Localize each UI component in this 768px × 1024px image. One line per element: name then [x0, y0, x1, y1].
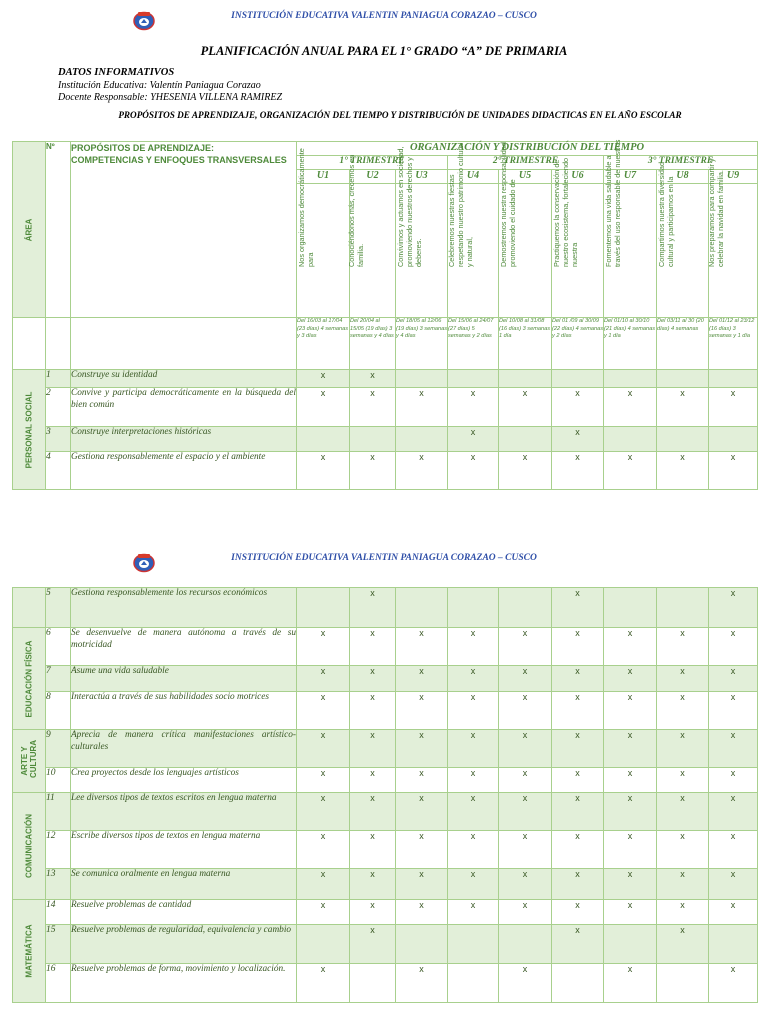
unit-mark-u4: x [448, 692, 499, 730]
table-row [13, 869, 758, 900]
unit-mark-u2: x [350, 768, 396, 793]
unit-dates-6: Del 01 /09 al 30/09 (22 días) 4 semanas y 2 días [552, 318, 604, 370]
unit-mark-u3: x [396, 869, 448, 900]
unit-mark-u4 [448, 964, 499, 1003]
competencia-number: 15 [46, 925, 71, 964]
page-header-1 [0, 6, 768, 32]
unit-mark-u4: x [448, 666, 499, 692]
unit-code-2: U2 [350, 170, 396, 184]
unit-name-text: Fomentemos una vida saludable a través del uso responsable de nuestros [604, 139, 622, 267]
unit-mark-u9: x [709, 768, 758, 793]
number-blank [46, 318, 71, 370]
unit-mark-u6: x [552, 692, 604, 730]
unit-mark-u6: x [552, 768, 604, 793]
unit-mark-u1: x [297, 869, 350, 900]
competencia-number: 4 [46, 452, 71, 490]
unit-mark-u7: x [604, 628, 657, 666]
page-title: PLANIFICACIÓN ANUAL PARA EL 1° GRADO “A” DE PRIMARIA [200, 44, 568, 58]
table-row [13, 666, 758, 692]
competencia-text: Construye interpretaciones históricas [71, 427, 297, 452]
table-row [13, 628, 758, 666]
table-row [13, 692, 758, 730]
unit-mark-u9: x [709, 388, 758, 427]
area-label-comunicacion: COMUNICACIÓN [13, 793, 46, 900]
unit-mark-u6: x [552, 388, 604, 427]
unit-mark-u6: x [552, 628, 604, 666]
unit-dates-4: Del 15/06 al 24/07 (27 días) 5 semanas y 2 días [448, 318, 499, 370]
unit-mark-u7: x [604, 666, 657, 692]
unit-mark-u4: x [448, 831, 499, 869]
table-row [13, 793, 758, 831]
unit-mark-u9: x [709, 452, 758, 490]
unit-mark-u4: x [448, 793, 499, 831]
competencia-text: Asume una vida saludable [71, 666, 297, 692]
table-row [13, 925, 758, 964]
unit-mark-u4 [448, 370, 499, 388]
unit-mark-u1: x [297, 692, 350, 730]
unit-mark-u3: x [396, 666, 448, 692]
unit-mark-u3: x [396, 831, 448, 869]
unit-mark-u8 [657, 427, 709, 452]
unit-mark-u8: x [657, 869, 709, 900]
competencia-number: 1 [46, 370, 71, 388]
competencia-text: Construye su identidad [71, 370, 297, 388]
unit-mark-u3: x [396, 628, 448, 666]
unit-mark-u9 [709, 925, 758, 964]
competencia-blank [71, 318, 297, 370]
unit-mark-u6: x [552, 666, 604, 692]
unit-mark-u9: x [709, 628, 758, 666]
competencia-text: Aprecia de manera crítica manifestaciones artístico- culturales [71, 730, 297, 768]
unit-name-text: Nos preparamos para compartir y celebrar la navidad en familia. [707, 158, 725, 267]
unit-mark-u1: x [297, 388, 350, 427]
unit-code-5: U5 [499, 170, 552, 184]
unit-mark-u5: x [499, 900, 552, 925]
unit-code-3: U3 [396, 170, 448, 184]
unit-dates-9: Del 01/12 al 23/12 (16 días) 3 semanas y 1 día [709, 318, 758, 370]
planning-table-1 [12, 141, 758, 490]
competencia-text: Interactúa a través de sus habilidades socio motrices [71, 692, 297, 730]
unit-mark-u9: x [709, 666, 758, 692]
unit-name-text: Nos organizamos democráticamente para [297, 148, 315, 267]
unit-mark-u8 [657, 370, 709, 388]
unit-name-text: Celebremos nuestras fiestas respetando nuestro patrimonio cultural y natural, [447, 142, 474, 267]
unit-mark-u1: x [297, 452, 350, 490]
unit-mark-u2: x [350, 730, 396, 768]
unit-mark-u5: x [499, 869, 552, 900]
unit-mark-u3: x [396, 388, 448, 427]
unit-mark-u2: x [350, 692, 396, 730]
unit-mark-u1: x [297, 768, 350, 793]
unit-name-text: Convivimos y actuamos en sociedad, promoviendo nuestros derechos y deberes. [395, 146, 423, 267]
unit-mark-u4 [448, 925, 499, 964]
unit-name-text: Practiquemos la conservación de nuestro ecosistema, fortaleciendo nuestra [551, 157, 579, 267]
unit-mark-u3: x [396, 730, 448, 768]
unit-mark-u3 [396, 588, 448, 628]
number-header: Nº [46, 142, 71, 318]
competencia-number: 8 [46, 692, 71, 730]
area-blank [13, 318, 46, 370]
planning-table-2 [12, 587, 758, 1003]
competencia-text: Resuelve problemas de cantidad [71, 900, 297, 925]
unit-mark-u7: x [604, 388, 657, 427]
unit-mark-u6 [552, 964, 604, 1003]
unit-mark-u6: x [552, 900, 604, 925]
unit-mark-u9: x [709, 730, 758, 768]
unit-code-9: U9 [709, 170, 758, 184]
unit-mark-u5: x [499, 730, 552, 768]
unit-mark-u2: x [350, 666, 396, 692]
table-row [13, 427, 758, 452]
table-row [13, 900, 758, 925]
unit-mark-u5: x [499, 692, 552, 730]
unit-mark-u9: x [709, 692, 758, 730]
unit-mark-u7: x [604, 452, 657, 490]
unit-mark-u5: x [499, 768, 552, 793]
datos-heading: DATOS INFORMATIVOS [58, 67, 175, 78]
unit-mark-u3: x [396, 964, 448, 1003]
competencia-number: 6 [46, 628, 71, 666]
unit-mark-u1: x [297, 666, 350, 692]
unit-mark-u4 [448, 588, 499, 628]
competencia-text: Se comunica oralmente en lengua materna [71, 869, 297, 900]
unit-name-text: Demostremos nuestra responsabilidad promoviendo el cuidado de [499, 142, 517, 267]
unit-mark-u4: x [448, 452, 499, 490]
unit-mark-u2: x [350, 388, 396, 427]
unit-mark-u2: x [350, 452, 396, 490]
unit-mark-u4: x [448, 730, 499, 768]
unit-code-7: U7 [604, 170, 657, 184]
competencia-text: Resuelve problemas de regularidad, equivalencia y cambio [71, 925, 297, 964]
competencia-text: Se desenvuelve de manera autónoma a través de su motricidad [71, 628, 297, 666]
unit-dates-1: Del 16/03 al 17/04 (23 días) 4 semanas y 3 días [297, 318, 350, 370]
unit-mark-u8: x [657, 925, 709, 964]
unit-mark-u3: x [396, 768, 448, 793]
unit-dates-8: Del 03/11 al 30 (20 días) 4 semanas [657, 318, 709, 370]
unit-mark-u8 [657, 964, 709, 1003]
unit-mark-u5: x [499, 628, 552, 666]
competencia-text: Convive y participa democráticamente en la búsqueda del bien común [71, 388, 297, 427]
unit-mark-u9: x [709, 831, 758, 869]
unit-mark-u8: x [657, 730, 709, 768]
unit-code-4: U4 [448, 170, 499, 184]
unit-mark-u7 [604, 427, 657, 452]
competencia-number: 11 [46, 793, 71, 831]
table-row [13, 730, 758, 768]
unit-mark-u1: x [297, 793, 350, 831]
unit-mark-u3: x [396, 452, 448, 490]
competencia-text: Crea proyectos desde los lenguajes artísticos [71, 768, 297, 793]
unit-mark-u7: x [604, 831, 657, 869]
institucion-line: Institución Educativa: Valentín Paniagua Corazao [58, 79, 261, 91]
unit-mark-u8: x [657, 628, 709, 666]
unit-name-text: Conociéndonos más, crecemos en familia. [346, 154, 365, 267]
unit-mark-u6: x [552, 925, 604, 964]
competencia-number: 2 [46, 388, 71, 427]
unit-mark-u2: x [350, 588, 396, 628]
unit-mark-u7: x [604, 730, 657, 768]
unit-mark-u6: x [552, 452, 604, 490]
unit-dates-5: Del 10/08 al 31/08 (16 días) 3 semanas 1 día [499, 318, 552, 370]
unit-mark-u5: x [499, 831, 552, 869]
unit-mark-u2: x [350, 793, 396, 831]
table-row [13, 588, 758, 628]
unit-code-8: U8 [657, 170, 709, 184]
unit-mark-u2: x [350, 628, 396, 666]
unit-mark-u3 [396, 370, 448, 388]
unit-mark-u2 [350, 964, 396, 1003]
unit-mark-u9: x [709, 869, 758, 900]
unit-mark-u3: x [396, 692, 448, 730]
area-label-personal-social: PERSONAL SOCIAL [13, 370, 46, 490]
trimestre-3-header: 3° TRIMESTRE [604, 156, 758, 170]
unit-mark-u2: x [350, 925, 396, 964]
docente-line: Docente Responsable: YHESENIA VILLENA RAMIREZ [58, 92, 283, 103]
unit-mark-u1 [297, 588, 350, 628]
unit-mark-u4: x [448, 388, 499, 427]
unit-dates-2: Del 20/04 al 15/05 (19 días) 3 semanas y 4 días [350, 318, 396, 370]
unit-mark-u3 [396, 427, 448, 452]
unit-mark-u2: x [350, 831, 396, 869]
competencia-number: 16 [46, 964, 71, 1003]
unit-mark-u1: x [297, 831, 350, 869]
unit-mark-u3: x [396, 793, 448, 831]
competencia-number: 5 [46, 588, 71, 628]
unit-mark-u7: x [604, 900, 657, 925]
unit-dates-7: Del 01/10 al 30/10 (21 días) 4 semanas y 1 día [604, 318, 657, 370]
table-row [13, 452, 758, 490]
unit-mark-u7 [604, 370, 657, 388]
unit-mark-u3 [396, 925, 448, 964]
competencia-text: Escribe diversos tipos de textos en lengua materna [71, 831, 297, 869]
table-row [13, 768, 758, 793]
unit-mark-u1: x [297, 964, 350, 1003]
unit-dates-3: Del 18/05 al 12/06 (19 días) 3 semanas y 4 días [396, 318, 448, 370]
institution-name: INSTITUCIÓN EDUCATIVA VALENTIN PANIAGUA CORAZAO – CUSCO [231, 553, 537, 563]
unit-mark-u8: x [657, 831, 709, 869]
area-label-matematica: MATEMÁTICA [13, 900, 46, 1003]
unit-mark-u8: x [657, 793, 709, 831]
unit-mark-u4: x [448, 869, 499, 900]
unit-mark-u3: x [396, 900, 448, 925]
propositos-header: PROPÓSITOS DE APRENDIZAJE: COMPETENCIAS Y ENFOQUES TRANSVERSALES [71, 142, 297, 318]
unit-mark-u9: x [709, 588, 758, 628]
area-label-arte-cultura: ARTE Y CULTURA [13, 730, 46, 793]
unit-mark-u6: x [552, 730, 604, 768]
unit-mark-u7: x [604, 869, 657, 900]
unit-mark-u6: x [552, 427, 604, 452]
unit-mark-u2: x [350, 900, 396, 925]
unit-mark-u7 [604, 588, 657, 628]
unit-mark-u5: x [499, 793, 552, 831]
unit-mark-u5 [499, 588, 552, 628]
unit-name-text: Compartimos nuestra diversidad cultural y participamos en la [656, 161, 675, 267]
unit-mark-u2: x [350, 869, 396, 900]
unit-mark-u5: x [499, 666, 552, 692]
datos-informativos [58, 67, 282, 105]
unit-mark-u6: x [552, 588, 604, 628]
unit-mark-u1: x [297, 370, 350, 388]
unit-mark-u6: x [552, 793, 604, 831]
unit-mark-u1: x [297, 628, 350, 666]
competencia-text: Gestiona responsablemente los recursos económicos [71, 588, 297, 628]
trimestre-1-header: 1° TRIMESTRE [297, 156, 448, 170]
unit-mark-u8: x [657, 452, 709, 490]
unit-mark-u1: x [297, 900, 350, 925]
unit-mark-u4: x [448, 900, 499, 925]
table-row [13, 388, 758, 427]
competencia-text: Lee diversos tipos de textos escritos en lengua materna [71, 793, 297, 831]
area-label-continued [13, 588, 46, 628]
unit-mark-u1 [297, 925, 350, 964]
competencia-text: Resuelve problemas de forma, movimiento y localización. [71, 964, 297, 1003]
competencia-number: 3 [46, 427, 71, 452]
unit-mark-u9: x [709, 964, 758, 1003]
institution-name: INSTITUCIÓN EDUCATIVA VALENTIN PANIAGUA CORAZAO – CUSCO [231, 11, 537, 21]
competencia-number: 10 [46, 768, 71, 793]
unit-mark-u4: x [448, 628, 499, 666]
unit-mark-u5: x [499, 452, 552, 490]
competencia-text: Gestiona responsablemente el espacio y el ambiente [71, 452, 297, 490]
unit-mark-u8: x [657, 768, 709, 793]
table-row [13, 831, 758, 869]
unit-mark-u1: x [297, 730, 350, 768]
unit-mark-u9 [709, 370, 758, 388]
unit-mark-u5 [499, 925, 552, 964]
section-heading: PROPÓSITOS DE APRENDIZAJE, ORGANIZACIÓN DEL TIEMPO Y DISTRIBUCIÓN DE UNIDADES DIDACTICAS EN EL AÑO ESCOLAR [118, 110, 682, 120]
table-row [13, 964, 758, 1003]
competencia-number: 7 [46, 666, 71, 692]
area-header: ÁREA [13, 142, 46, 318]
unit-mark-u7: x [604, 768, 657, 793]
area-label-educacion-fisica: EDUCACIÓN FÍSICA [13, 628, 46, 730]
unit-mark-u6: x [552, 831, 604, 869]
unit-mark-u7 [604, 925, 657, 964]
unit-mark-u2: x [350, 370, 396, 388]
competencia-number: 9 [46, 730, 71, 768]
unit-mark-u6 [552, 370, 604, 388]
unit-mark-u8 [657, 588, 709, 628]
competencia-number: 13 [46, 869, 71, 900]
unit-mark-u2 [350, 427, 396, 452]
unit-code-6: U6 [552, 170, 604, 184]
unit-mark-u8: x [657, 692, 709, 730]
unit-mark-u9: x [709, 900, 758, 925]
competencia-number: 14 [46, 900, 71, 925]
page-header-2 [0, 548, 768, 574]
trimestre-2-header: 2° TRIMESTRE [448, 156, 604, 170]
unit-mark-u7: x [604, 964, 657, 1003]
unit-mark-u1 [297, 427, 350, 452]
competencia-number: 12 [46, 831, 71, 869]
unit-mark-u6: x [552, 869, 604, 900]
unit-mark-u4: x [448, 768, 499, 793]
unit-mark-u9 [709, 427, 758, 452]
unit-mark-u7: x [604, 692, 657, 730]
unit-mark-u8: x [657, 388, 709, 427]
unit-mark-u4: x [448, 427, 499, 452]
unit-mark-u8: x [657, 900, 709, 925]
table-row [13, 370, 758, 388]
unit-mark-u5: x [499, 388, 552, 427]
unit-mark-u5: x [499, 964, 552, 1003]
organizacion-header: ORGANIZACIÓN Y DISTRIBUCIÓN DEL TIEMPO [297, 142, 758, 156]
unit-mark-u8: x [657, 666, 709, 692]
unit-mark-u7: x [604, 793, 657, 831]
unit-mark-u5 [499, 370, 552, 388]
unit-code-1: U1 [297, 170, 350, 184]
unit-mark-u5 [499, 427, 552, 452]
unit-mark-u9: x [709, 793, 758, 831]
